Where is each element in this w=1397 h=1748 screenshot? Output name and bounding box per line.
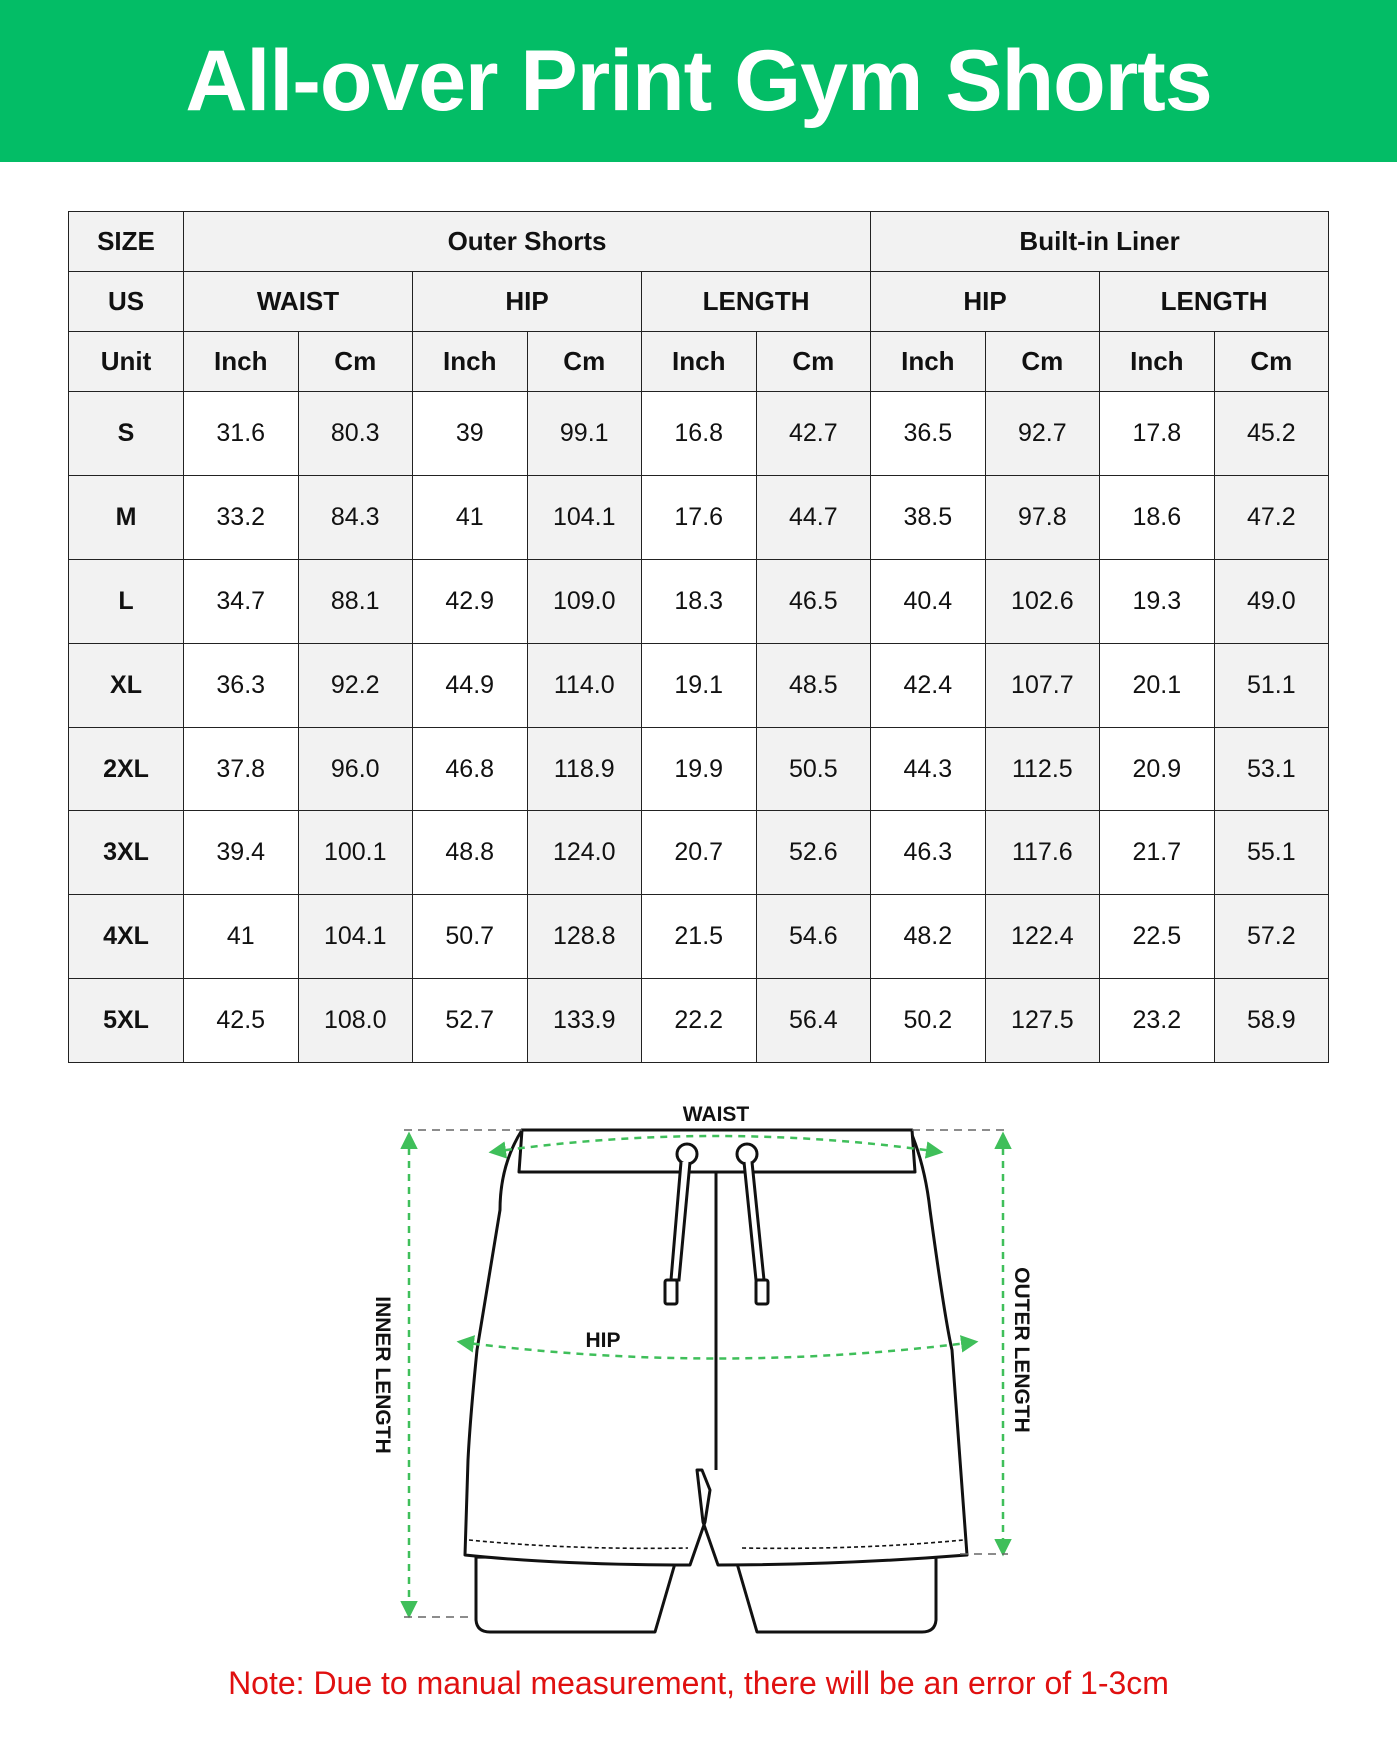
inch-value-cell: 21.5 [642, 895, 757, 979]
cm-value-cell: 133.9 [527, 979, 642, 1063]
inch-value-cell: 23.2 [1100, 979, 1215, 1063]
inch-value-cell: 44.9 [413, 643, 528, 727]
title-banner [0, 0, 1397, 162]
liner-length-header: LENGTH [1100, 272, 1329, 332]
unit-inch: Inch [184, 332, 299, 392]
cm-value-cell: 46.5 [756, 559, 871, 643]
cm-value-cell: 42.7 [756, 392, 871, 476]
cm-value-cell: 104.1 [298, 895, 413, 979]
cm-value-cell: 50.5 [756, 727, 871, 811]
table-row [69, 895, 1329, 979]
inch-value-cell: 16.8 [642, 392, 757, 476]
size-cell: M [69, 475, 184, 559]
cm-value-cell: 104.1 [527, 475, 642, 559]
inch-value-cell: 39 [413, 392, 528, 476]
cm-value-cell: 97.8 [985, 475, 1100, 559]
cm-value-cell: 122.4 [985, 895, 1100, 979]
unit-cm: Cm [985, 332, 1100, 392]
inch-value-cell: 50.7 [413, 895, 528, 979]
cm-value-cell: 54.6 [756, 895, 871, 979]
table-row [69, 811, 1329, 895]
cm-value-cell: 127.5 [985, 979, 1100, 1063]
inch-value-cell: 21.7 [1100, 811, 1215, 895]
inch-value-cell: 22.2 [642, 979, 757, 1063]
cm-value-cell: 48.5 [756, 643, 871, 727]
inch-value-cell: 36.3 [184, 643, 299, 727]
built-in-liner-header: Built-in Liner [871, 212, 1329, 272]
inch-value-cell: 41 [413, 475, 528, 559]
inch-value-cell: 52.7 [413, 979, 528, 1063]
table-row [69, 392, 1329, 476]
cm-value-cell: 57.2 [1214, 895, 1329, 979]
cm-value-cell: 124.0 [527, 811, 642, 895]
cm-value-cell: 51.1 [1214, 643, 1329, 727]
cm-value-cell: 118.9 [527, 727, 642, 811]
outer-length-header: LENGTH [642, 272, 871, 332]
unit-inch: Inch [1100, 332, 1215, 392]
cm-value-cell: 53.1 [1214, 727, 1329, 811]
table-row [69, 643, 1329, 727]
cm-value-cell: 58.9 [1214, 979, 1329, 1063]
cm-value-cell: 88.1 [298, 559, 413, 643]
inch-value-cell: 50.2 [871, 979, 986, 1063]
size-cell: 5XL [69, 979, 184, 1063]
cm-value-cell: 109.0 [527, 559, 642, 643]
page-title: All-over Print Gym Shorts [185, 33, 1212, 129]
cm-value-cell: 92.7 [985, 392, 1100, 476]
inch-value-cell: 36.5 [871, 392, 986, 476]
cm-value-cell: 96.0 [298, 727, 413, 811]
inch-value-cell: 39.4 [184, 811, 299, 895]
unit-header: Unit [69, 332, 184, 392]
inch-value-cell: 48.2 [871, 895, 986, 979]
inch-value-cell: 44.3 [871, 727, 986, 811]
inch-value-cell: 40.4 [871, 559, 986, 643]
cm-value-cell: 100.1 [298, 811, 413, 895]
inch-value-cell: 42.4 [871, 643, 986, 727]
table-row [69, 475, 1329, 559]
inch-value-cell: 34.7 [184, 559, 299, 643]
size-cell: S [69, 392, 184, 476]
inch-value-cell: 42.5 [184, 979, 299, 1063]
unit-cm: Cm [1214, 332, 1329, 392]
cm-value-cell: 55.1 [1214, 811, 1329, 895]
unit-inch: Inch [871, 332, 986, 392]
inch-value-cell: 22.5 [1100, 895, 1215, 979]
cm-value-cell: 47.2 [1214, 475, 1329, 559]
inch-value-cell: 20.7 [642, 811, 757, 895]
cm-value-cell: 80.3 [298, 392, 413, 476]
header-row-groups [69, 212, 1329, 272]
inch-value-cell: 46.3 [871, 811, 986, 895]
table-row [69, 559, 1329, 643]
size-cell: 4XL [69, 895, 184, 979]
cm-value-cell: 49.0 [1214, 559, 1329, 643]
unit-inch: Inch [413, 332, 528, 392]
cm-value-cell: 92.2 [298, 643, 413, 727]
size-cell: 3XL [69, 811, 184, 895]
cm-value-cell: 45.2 [1214, 392, 1329, 476]
inch-value-cell: 38.5 [871, 475, 986, 559]
cm-value-cell: 84.3 [298, 475, 413, 559]
header-row-measurements [69, 272, 1329, 332]
cm-value-cell: 107.7 [985, 643, 1100, 727]
cm-value-cell: 44.7 [756, 475, 871, 559]
unit-cm: Cm [527, 332, 642, 392]
inch-value-cell: 42.9 [413, 559, 528, 643]
cm-value-cell: 117.6 [985, 811, 1100, 895]
inch-value-cell: 48.8 [413, 811, 528, 895]
size-cell: L [69, 559, 184, 643]
inch-value-cell: 33.2 [184, 475, 299, 559]
inch-value-cell: 17.6 [642, 475, 757, 559]
cm-value-cell: 112.5 [985, 727, 1100, 811]
inch-value-cell: 46.8 [413, 727, 528, 811]
cm-value-cell: 52.6 [756, 811, 871, 895]
inch-value-cell: 20.1 [1100, 643, 1215, 727]
cm-value-cell: 99.1 [527, 392, 642, 476]
inch-value-cell: 41 [184, 895, 299, 979]
waist-label: WAIST [682, 1103, 750, 1126]
shorts-diagram [0, 1090, 1397, 1650]
header-row-units [69, 332, 1329, 392]
size-chart-table [68, 211, 1329, 1063]
cm-value-cell: 108.0 [298, 979, 413, 1063]
inner-length-label: INNER LENGTH [371, 1296, 394, 1454]
outer-length-label: OUTER LENGTH [1010, 1267, 1033, 1433]
size-header: SIZE [69, 212, 184, 272]
cm-value-cell: 102.6 [985, 559, 1100, 643]
inch-value-cell: 20.9 [1100, 727, 1215, 811]
unit-cm: Cm [298, 332, 413, 392]
inch-value-cell: 31.6 [184, 392, 299, 476]
size-cell: 2XL [69, 727, 184, 811]
unit-cm: Cm [756, 332, 871, 392]
inch-value-cell: 19.9 [642, 727, 757, 811]
inch-value-cell: 19.1 [642, 643, 757, 727]
measurement-note: Note: Due to manual measurement, there will be an error of 1-3cm [228, 1665, 1169, 1701]
outer-shorts-header: Outer Shorts [184, 212, 871, 272]
size-cell: XL [69, 643, 184, 727]
inch-value-cell: 18.6 [1100, 475, 1215, 559]
table-row [69, 727, 1329, 811]
outer-hip-header: HIP [413, 272, 642, 332]
hip-label: HIP [585, 1329, 621, 1352]
table-row [69, 979, 1329, 1063]
inch-value-cell: 19.3 [1100, 559, 1215, 643]
outer-waist-header: WAIST [184, 272, 413, 332]
cm-value-cell: 114.0 [527, 643, 642, 727]
unit-inch: Inch [642, 332, 757, 392]
inch-value-cell: 17.8 [1100, 392, 1215, 476]
liner-hip-header: HIP [871, 272, 1100, 332]
us-header: US [69, 272, 184, 332]
cm-value-cell: 128.8 [527, 895, 642, 979]
inch-value-cell: 37.8 [184, 727, 299, 811]
inch-value-cell: 18.3 [642, 559, 757, 643]
cm-value-cell: 56.4 [756, 979, 871, 1063]
